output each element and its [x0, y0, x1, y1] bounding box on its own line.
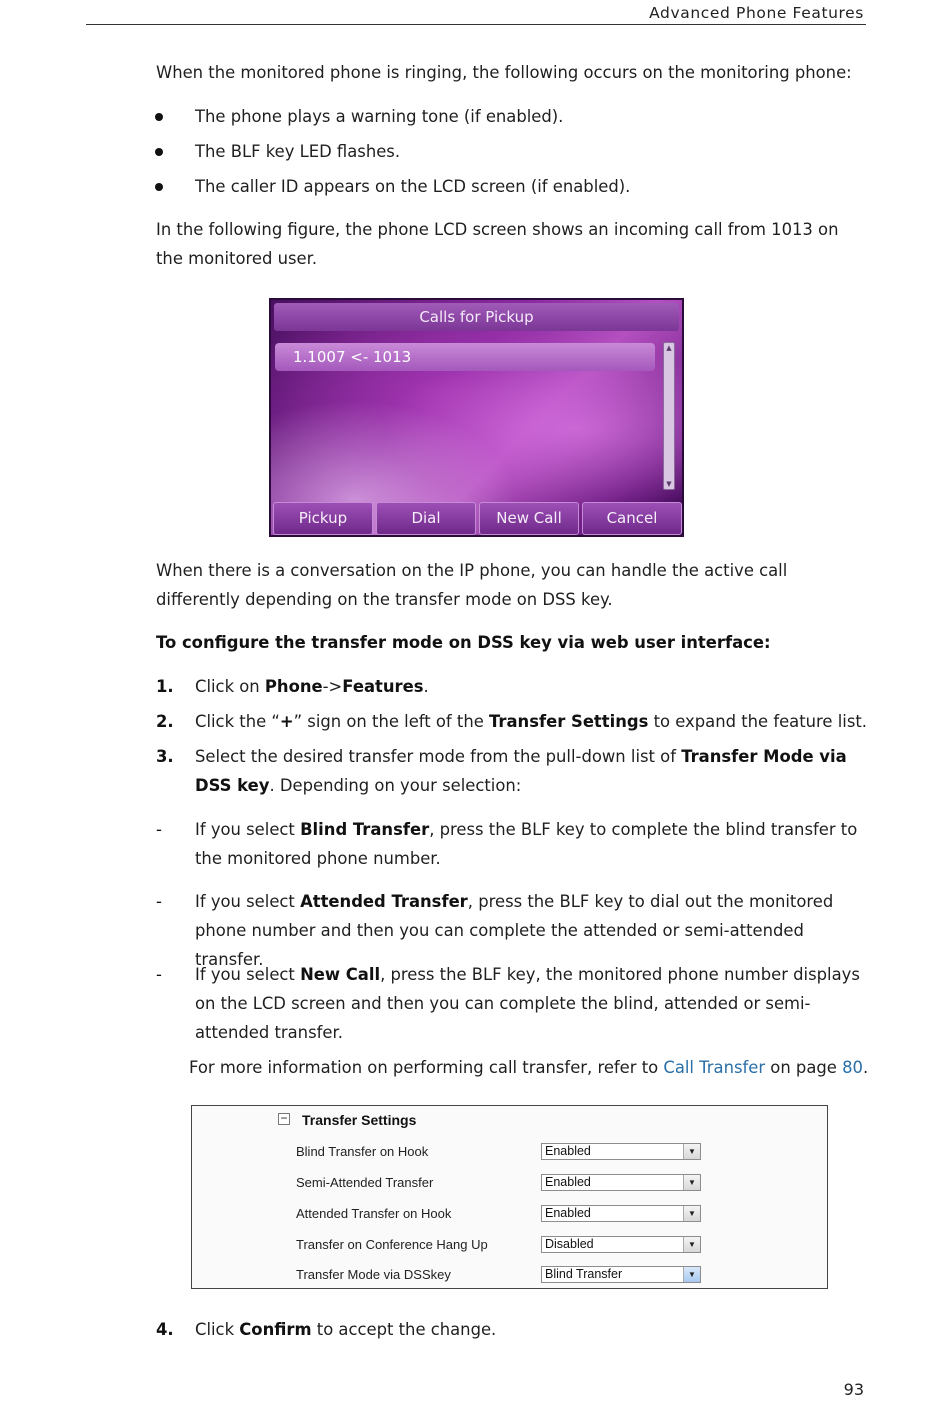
softkey-cancel: Cancel	[582, 502, 682, 535]
step-2: Click the “+” sign on the left of the Transfer Settings to expand the feature list.	[195, 712, 867, 731]
page-number: 93	[843, 1380, 864, 1399]
setting-label: Semi-Attended Transfer	[296, 1175, 434, 1190]
more-info-paragraph: For more information on performing call transfer, refer to Call Transfer on page 80.	[189, 1058, 869, 1077]
bullet-item: The caller ID appears on the LCD screen (if enabled).	[195, 177, 631, 196]
collapse-minus-icon[interactable]: −	[278, 1113, 290, 1125]
header-rule	[86, 24, 866, 25]
softkey-dial: Dial	[376, 502, 476, 535]
chevron-down-icon: ▼	[683, 1175, 700, 1190]
step-number: 1.	[156, 677, 174, 696]
blind-transfer-on-hook-select[interactable]: Enabled ▼	[541, 1143, 701, 1160]
transfer-settings-title: Transfer Settings	[302, 1112, 417, 1128]
step-3: Select the desired transfer mode from the pull-down list of Transfer Mode via DSS key. Depending on your selection:	[195, 747, 847, 795]
transfer-settings-screenshot	[191, 1105, 828, 1289]
bullet-icon	[155, 183, 163, 191]
phone-lcd-screenshot	[269, 298, 684, 537]
bullet-icon	[155, 148, 163, 156]
option-attended-transfer: If you select Attended Transfer, press the BLF key to dial out the monitored phone number and then you can complete the attended or semi-attended transfer.	[195, 892, 834, 969]
softkey-new-call: New Call	[479, 502, 579, 535]
step-4: Click Confirm to accept the change.	[195, 1320, 497, 1339]
conversation-paragraph: When there is a conversation on the IP phone, you can handle the active call differently depending on the transfer mode on DSS key.	[156, 561, 788, 609]
procedure-heading: To configure the transfer mode on DSS key via web user interface:	[156, 633, 771, 652]
setting-label: Blind Transfer on Hook	[296, 1144, 429, 1159]
intro-paragraph: When the monitored phone is ringing, the following occurs on the monitoring phone:	[156, 63, 852, 82]
lcd-title: Calls for Pickup	[274, 303, 679, 331]
semi-attended-transfer-select[interactable]: Enabled ▼	[541, 1174, 701, 1191]
option-dash: -	[156, 892, 162, 911]
option-dash: -	[156, 820, 162, 839]
setting-label: Transfer on Conference Hang Up	[296, 1237, 488, 1252]
step-number: 3.	[156, 747, 174, 766]
scroll-up-icon: ▲	[666, 344, 672, 352]
chevron-down-icon: ▼	[683, 1144, 700, 1159]
lcd-call-entry: 1.1007 <- 1013	[275, 343, 655, 371]
option-new-call: If you select New Call, press the BLF key, the monitored phone number displays on the LCD screen and then you can complete the blind, attended or semi-attended transfer.	[195, 965, 860, 1042]
chevron-down-icon: ▼	[683, 1237, 700, 1252]
page-80-link[interactable]: 80	[842, 1058, 863, 1077]
bullet-item: The phone plays a warning tone (if enabled).	[195, 107, 564, 126]
chevron-down-icon: ▼	[683, 1206, 700, 1221]
scroll-down-icon: ▼	[666, 480, 672, 488]
call-transfer-link[interactable]: Call Transfer	[663, 1058, 766, 1077]
lcd-scrollbar	[663, 342, 675, 490]
bullet-item: The BLF key LED flashes.	[195, 142, 401, 161]
step-1: Click on Phone->Features.	[195, 677, 429, 696]
bullet-icon	[155, 113, 163, 121]
transfer-mode-via-dsskey-select[interactable]: Blind Transfer ▼	[541, 1266, 701, 1283]
step-number: 4.	[156, 1320, 174, 1339]
transfer-on-conference-hang-up-select[interactable]: Disabled ▼	[541, 1236, 701, 1253]
running-header: Advanced Phone Features	[649, 4, 864, 22]
step-number: 2.	[156, 712, 174, 731]
option-dash: -	[156, 965, 162, 984]
softkey-pickup: Pickup	[273, 502, 373, 535]
chevron-down-icon: ▼	[683, 1267, 700, 1282]
setting-label: Attended Transfer on Hook	[296, 1206, 452, 1221]
setting-label: Transfer Mode via DSSkey	[296, 1267, 451, 1282]
lcd-softkey-bar	[271, 500, 682, 535]
option-blind-transfer: If you select Blind Transfer, press the BLF key to complete the blind transfer to the monitored phone number.	[195, 820, 858, 868]
attended-transfer-on-hook-select[interactable]: Enabled ▼	[541, 1205, 701, 1222]
figure-intro-paragraph: In the following figure, the phone LCD screen shows an incoming call from 1013 on the monitored user.	[156, 220, 839, 268]
